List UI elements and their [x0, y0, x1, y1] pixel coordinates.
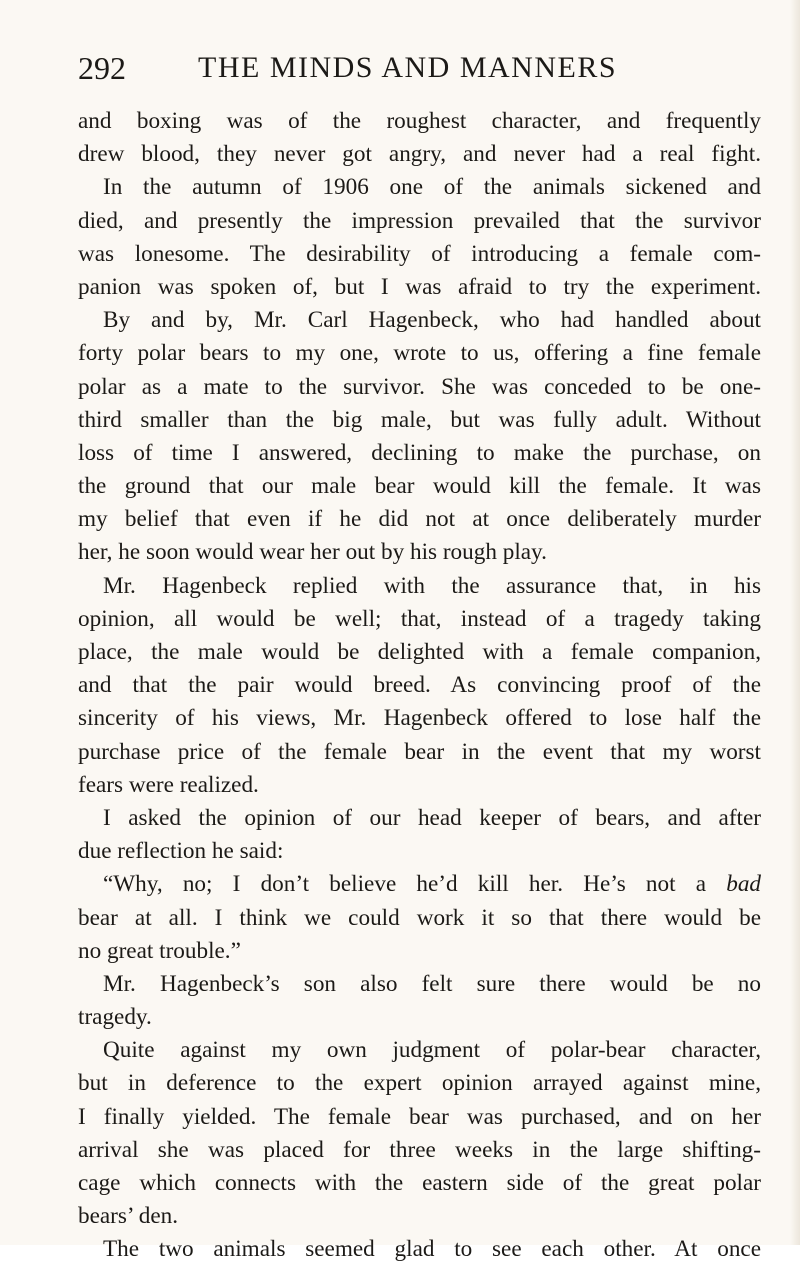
- text-line: sincerity of his views, Mr. Hagenbeck offered to lose half the: [78, 705, 761, 732]
- text-line: By and by, Mr. Carl Hagenbeck, who had handled about: [103, 307, 761, 334]
- text-line: my belief that even if he did not at once deliberately murder: [78, 506, 761, 533]
- text-line: third smaller than the big male, but was fully adult. Without: [78, 406, 761, 433]
- text-line: her, he soon would wear her out by his rough play.: [78, 539, 547, 566]
- text-line: fears were realized.: [78, 771, 259, 798]
- text-line: tragedy.: [78, 1004, 152, 1031]
- body-text: [78, 105, 761, 1267]
- text-line: died, and presently the impression prevailed that the survivor: [78, 207, 761, 234]
- text-line: cage which connects with the eastern side of the great polar: [78, 1170, 761, 1196]
- text-line: Quite against my own judgment of polar-bear character,: [103, 1037, 761, 1064]
- text-line: loss of time I answered, declining to make the purchase, on: [78, 439, 761, 466]
- text-line: arrival she was placed for three weeks in the large shifting-: [78, 1136, 761, 1163]
- text-line: In the autumn of 1906 one of the animals sickened and: [103, 174, 761, 201]
- text-line: and that the pair would breed. As convincing proof of the: [78, 672, 761, 699]
- text-line-part: “Why, no; I don’t believe he’d kill her. He’s not a: [103, 871, 707, 898]
- text-line: I asked the opinion of our head keeper of bears, and after: [103, 804, 761, 831]
- text-line: was lonesome. The desirability of introducing a female com-: [78, 240, 761, 267]
- text-line: The two animals seemed glad to see each other. At once: [103, 1236, 761, 1263]
- page-number: 292: [78, 50, 126, 86]
- text-line: forty polar bears to my one, wrote to us, offering a fine female: [78, 340, 761, 367]
- text-line: due reflection he said:: [78, 838, 284, 865]
- text-line: bear at all. I think we could work it so that there would be: [78, 904, 761, 931]
- text-line: no great trouble.”: [78, 937, 241, 964]
- text-line: opinion, all would be well; that, instead of a tragedy taking: [78, 605, 761, 632]
- text-line: bears’ den.: [78, 1203, 178, 1230]
- text-line: Mr. Hagenbeck’s son also felt sure there would be no: [103, 970, 761, 997]
- page-edge-shadow: [790, 0, 800, 1245]
- text-line: and boxing was of the roughest character, and frequently: [78, 108, 761, 134]
- page-header: [78, 48, 758, 88]
- text-line: drew blood, they never got angry, and never had a real fight.: [78, 141, 761, 168]
- text-line: purchase price of the female bear in the event that my worst: [78, 738, 761, 765]
- text-line: panion was spoken of, but I was afraid to try the experiment.: [78, 273, 761, 300]
- text-line: polar as a mate to the survivor. She was conceded to be one-: [78, 373, 761, 400]
- running-head: THE MINDS AND MANNERS: [198, 51, 618, 84]
- text-line: the ground that our male bear would kill the female. It was: [78, 473, 761, 500]
- text-line: [78, 868, 761, 901]
- text-line: but in deference to the expert opinion arrayed against mine,: [78, 1070, 761, 1097]
- italic-word: bad: [726, 871, 761, 898]
- text-line: I finally yielded. The female bear was purchased, and on her: [78, 1103, 761, 1130]
- text-line: place, the male would be delighted with a female companion,: [78, 639, 761, 665]
- text-line: Mr. Hagenbeck replied with the assurance that, in his: [103, 572, 761, 599]
